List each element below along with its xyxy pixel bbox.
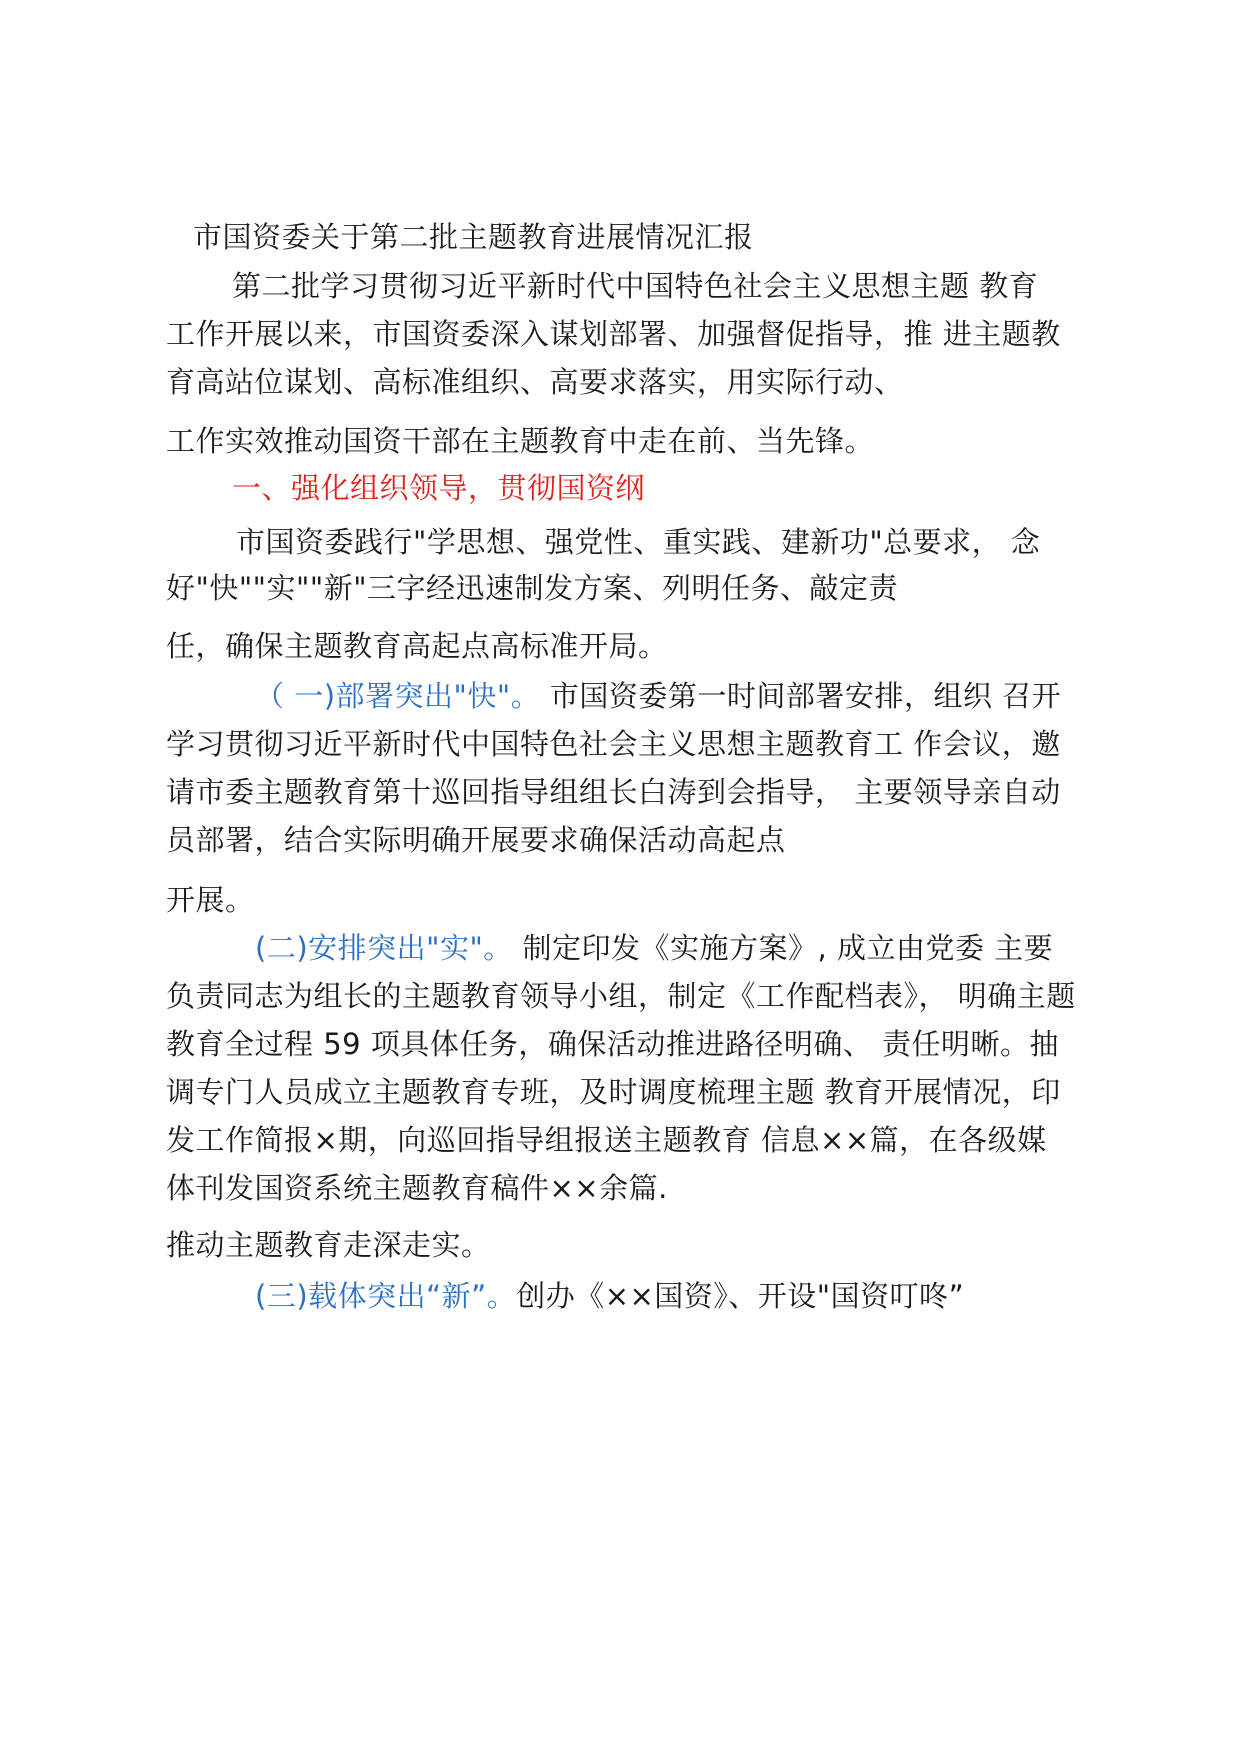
item-three-first-line bbox=[255, 1276, 964, 1316]
item-one-first-line bbox=[255, 676, 1061, 716]
item-one-line-4: 员部署，结合实际明确开展要求确保活动高起点 bbox=[166, 823, 786, 857]
item-one-line-2: 学习贯彻习近平新时代中国特色社会主义思想主题教育工 作会议，邀 bbox=[166, 727, 1061, 761]
section-body-line-3: 任，确保主题教育高起点高标准开局。 bbox=[166, 629, 668, 663]
intro-line-4: 工作实效推动国资干部在主题教育中走在前、当先锋。 bbox=[166, 424, 875, 458]
item-one-line-5: 开展。 bbox=[166, 883, 255, 917]
item-two-line-2: 负责同志为组长的主题教育领导小组，制定《工作配档表》， 明确主题 bbox=[166, 979, 1076, 1013]
item-two-line-4: 调专门人员成立主题教育专班，及时调度梳理主题 教育开展情况，印 bbox=[166, 1075, 1061, 1109]
item-two-lead-text: 制定印发《实施方案》, 成立由党委 主要 bbox=[512, 931, 1054, 965]
item-two-line-7: 推动主题教育走深走实。 bbox=[166, 1228, 491, 1262]
intro-line-1: 第二批学习贯彻习近平新时代中国特色社会主义思想主题 教育 bbox=[232, 269, 1039, 303]
item-three-lead-text: 创办《××国资》、开设"国资叮咚” bbox=[516, 1279, 965, 1313]
item-two-first-line bbox=[255, 928, 1053, 968]
item-two-line-3: 教育全过程 59 项具体任务，确保活动推进路径明确、 责任明晰。抽 bbox=[166, 1027, 1060, 1061]
section-body-line-1: 市国资委践行"学思想、强党性、重实践、建新功"总要求， 念 bbox=[236, 525, 1041, 559]
document-title: 市国资委关于第二批主题教育进展情况汇报 bbox=[193, 220, 754, 254]
section-body-line-2: 好"快""实""新"三字经迅速制发方案、列明任务、敲定责 bbox=[166, 571, 899, 605]
item-two-line-5: 发工作简报×期，向巡回指导组报送主题教育 信息××篇，在各级媒 bbox=[166, 1123, 1047, 1157]
intro-line-3: 育高站位谋划、高标准组织、高要求落实，用实际行动、 bbox=[166, 365, 904, 399]
item-one-label: （ 一)部署突出"快"。 bbox=[255, 679, 541, 713]
item-two-label: (二)安排突出"实"。 bbox=[255, 931, 513, 965]
section-heading: 一、强化组织领导，贯彻国资纲 bbox=[232, 471, 646, 505]
item-three-label: (三)载体突出“新”。 bbox=[255, 1279, 517, 1313]
item-one-lead-text: 市国资委第一时间部署安排，组织 召开 bbox=[540, 679, 1062, 713]
item-two-line-6: 体刊发国资系统主题教育稿件××余篇. bbox=[166, 1171, 668, 1205]
intro-line-2: 工作开展以来，市国资委深入谋划部署、加强督促指导，推 进主题教 bbox=[166, 317, 1061, 351]
item-one-line-3: 请市委主题教育第十巡回指导组组长白涛到会指导， 主要领导亲自动 bbox=[166, 775, 1061, 809]
